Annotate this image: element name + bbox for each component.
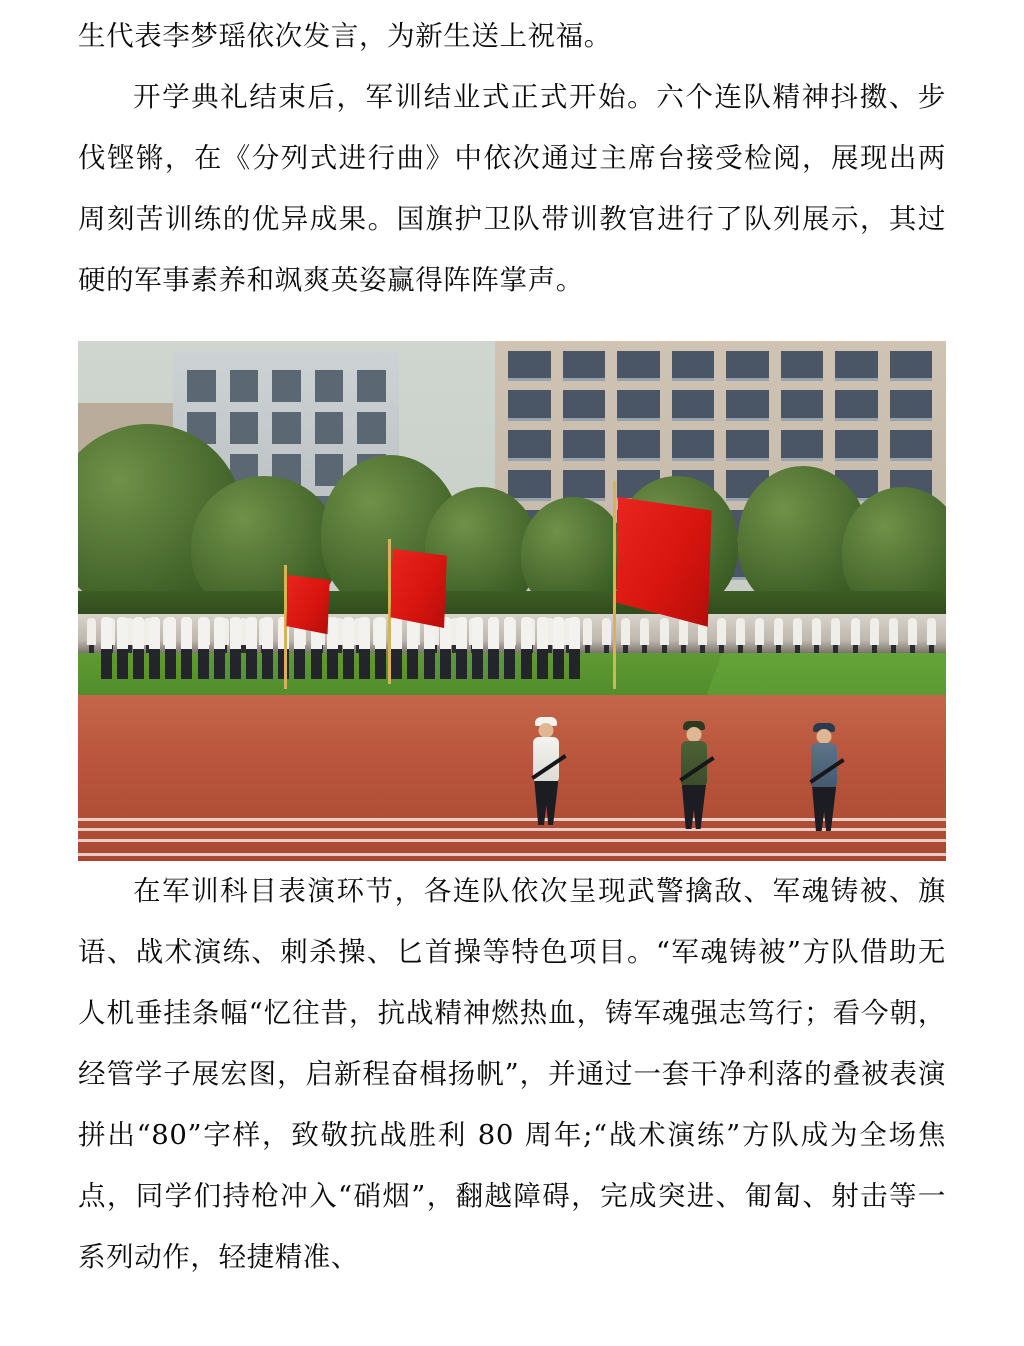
legs bbox=[812, 787, 836, 831]
legs bbox=[534, 781, 558, 825]
uniform bbox=[681, 741, 707, 787]
legs bbox=[682, 785, 706, 829]
honor-guard-white bbox=[529, 723, 563, 835]
honor-guard-green bbox=[677, 727, 711, 835]
flag-pole-main bbox=[613, 481, 616, 689]
lane-line bbox=[78, 853, 946, 856]
military-training-photo bbox=[78, 341, 946, 861]
flag-pole bbox=[284, 565, 287, 690]
flag-pole bbox=[388, 539, 391, 685]
marching-students bbox=[95, 617, 633, 679]
head bbox=[686, 727, 701, 742]
rifle bbox=[532, 754, 567, 780]
head bbox=[817, 729, 832, 744]
uniform bbox=[533, 737, 559, 783]
paragraph-continued: 生代表李梦瑶依次发言，为新生送上祝福。 bbox=[78, 20, 612, 52]
paragraph-ceremony: 开学典礼结束后，军训结业式正式开始。六个连队精神抖擞、步伐铿锵，在《分列式进行曲》中依次通过主席台接受检阅，展现出两周刻苦训练的优异成果。国旗护卫队带训教官进行了队列展示，其过硬的军事素养和飒爽英姿赢得阵阵掌声。 bbox=[78, 81, 946, 296]
honor-guard-blue bbox=[807, 729, 841, 835]
head bbox=[539, 723, 554, 738]
uniform bbox=[811, 743, 837, 789]
rifle bbox=[809, 758, 844, 784]
photo-content bbox=[78, 341, 946, 861]
paragraph-performance: 在军训科目表演环节，各连队依次呈现武警擒敌、军魂铸被、旗语、战术演练、刺杀操、匕首操等特色项目。“军魂铸被”方队借助无人机垂挂条幅“忆往昔，抗战精神燃热血，铸军魂强志笃行；看今朝，经管学子展宏图，启新程奋楫扬帆”，并通过一套干净利落的叠被表演拼出“80”字样，致敬抗战胜利 80 周年;“战术演练”方队成为全场焦点，同学们持枪冲入“硝烟”，翻越障碍，完成突进、匍匐、射击等一系列动作，轻捷精准、 bbox=[78, 875, 946, 1273]
lane-line bbox=[78, 839, 946, 842]
rifle bbox=[679, 756, 714, 782]
hedge-row bbox=[78, 591, 946, 617]
